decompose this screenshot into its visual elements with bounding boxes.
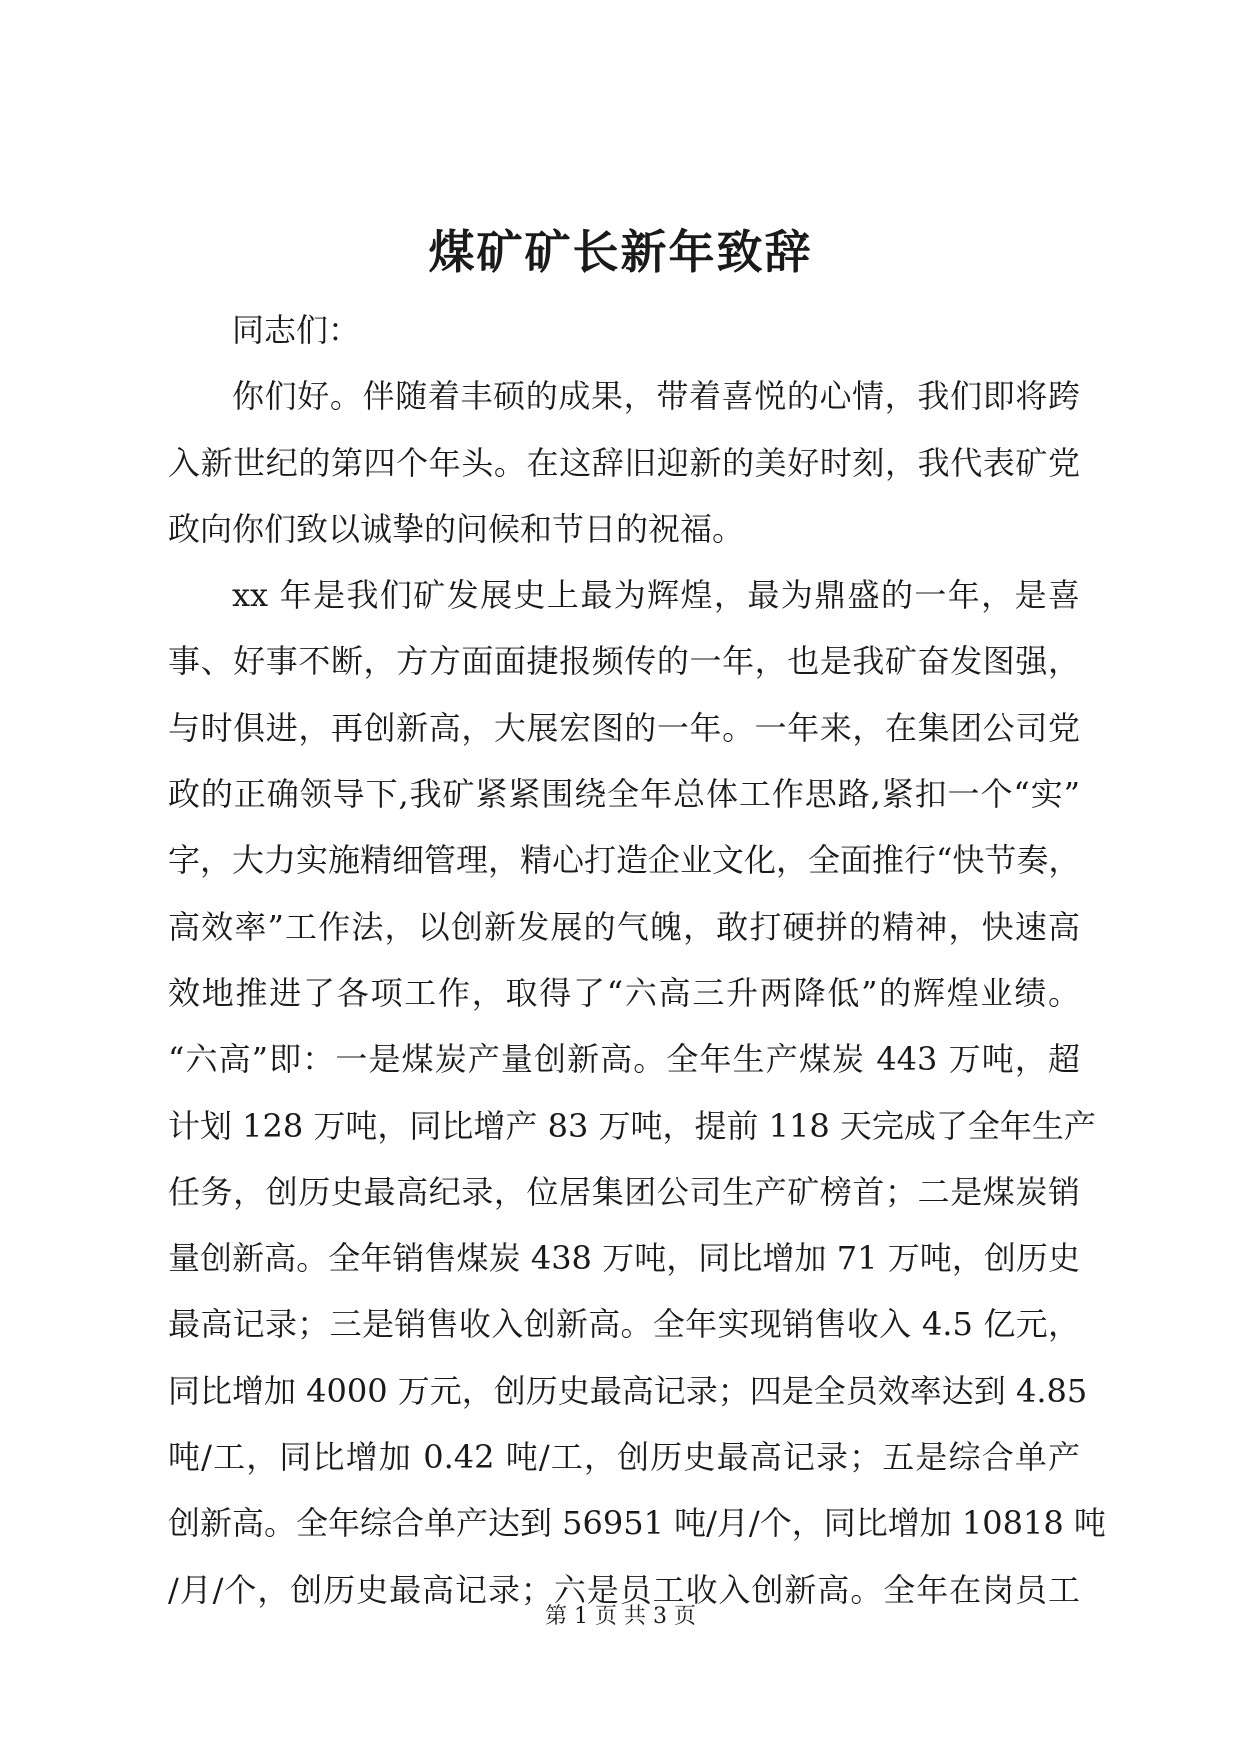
body-line: 政的正确领导下,我矿紧紧围绕全年总体工作思路,紧扣一个“实” — [168, 775, 1080, 814]
body-line: 量创新高。全年销售煤炭 438 万吨，同比增加 71 万吨，创历史 — [168, 1239, 1080, 1278]
body-line: 计划 128 万吨，同比增产 83 万吨，提前 118 天完成了全年生产 — [168, 1106, 1096, 1145]
body-line: 字，大力实施精细管理，精心打造企业文化，全面推行“快节奏， — [168, 841, 1081, 880]
body-line: 吨/工，同比增加 0.42 吨/工，创历史最高记录；五是综合单产 — [168, 1438, 1080, 1477]
body-line: 入新世纪的第四个年头。在这辞旧迎新的美好时刻，我代表矿党 — [168, 443, 1080, 482]
body-line: 最高记录；三是销售收入创新高。全年实现销售收入 4.5 亿元， — [168, 1305, 1080, 1344]
body-line: 创新高。全年综合单产达到 56951 吨/月/个，同比增加 10818 吨 — [168, 1504, 1106, 1543]
body-line: 高效率”工作法，以创新发展的气魄，敢打硬拼的精神，快速高 — [168, 907, 1080, 946]
body-line: 任务，创历史最高纪录，位居集团公司生产矿榜首；二是煤炭销 — [168, 1172, 1080, 1211]
document-body — [168, 297, 1106, 1623]
body-line: 同志们： — [232, 311, 361, 349]
body-line: 效地推进了各项工作，取得了“六高三升两降低”的辉煌业绩。 — [168, 973, 1080, 1012]
body-line: 与时俱进，再创新高，大展宏图的一年。一年来，在集团公司党 — [168, 708, 1080, 747]
body-line: xx 年是我们矿发展史上最为辉煌，最为鼎盛的一年，是喜 — [232, 576, 1080, 615]
document-title: 煤矿矿长新年致辞 — [428, 225, 813, 279]
body-line: /月/个，创历史最高记录；六是员工收入创新高。全年在岗员工 — [168, 1570, 1080, 1609]
body-line: “六高”即：一是煤炭产量创新高。全年生产煤炭 443 万吨，超 — [168, 1040, 1080, 1079]
body-line: 事、好事不断，方方面面捷报频传的一年，也是我矿奋发图强， — [168, 642, 1080, 681]
body-line: 你们好。伴随着丰硕的成果，带着喜悦的心情，我们即将跨 — [232, 377, 1080, 416]
body-line: 同比增加 4000 万元，创历史最高记录；四是全员效率达到 4.85 — [168, 1371, 1088, 1410]
body-line: 政向你们致以诚挚的问候和节日的祝福。 — [168, 509, 745, 548]
page-footer: 第 1 页 共 3 页 — [545, 1604, 696, 1629]
